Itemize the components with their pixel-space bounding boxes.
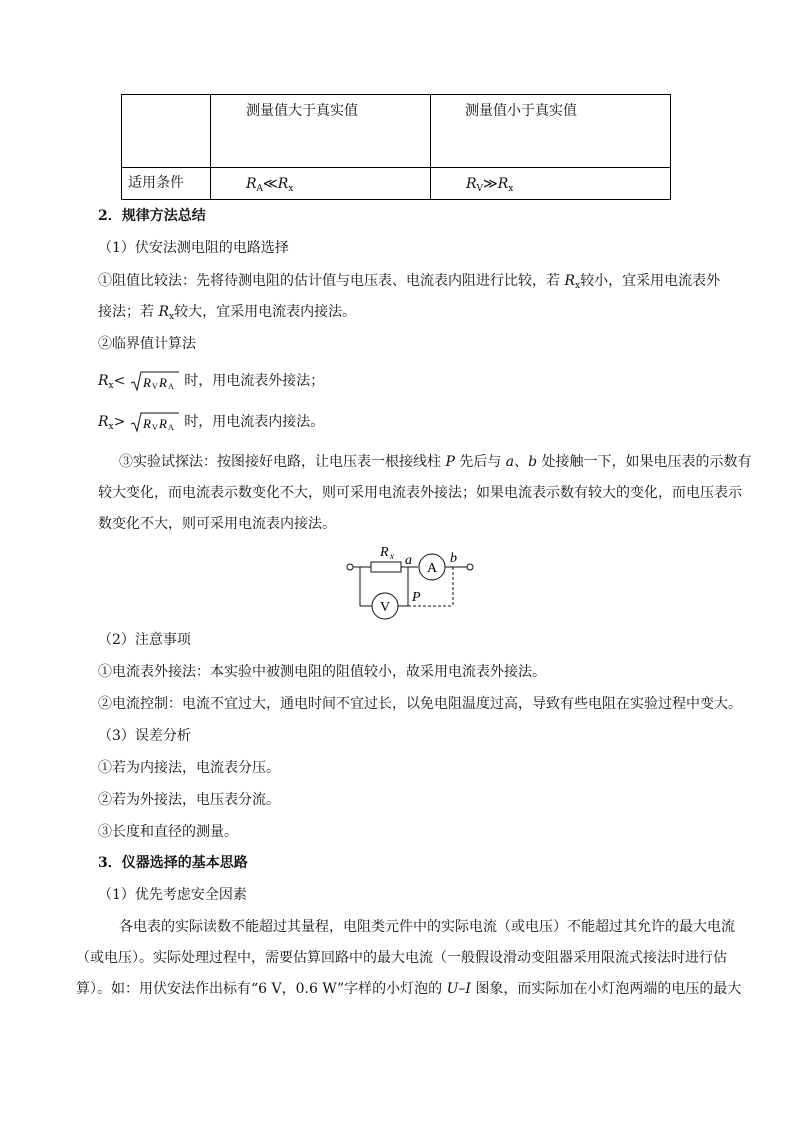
svg-text:R: R [142,416,151,431]
paragraph-resistance-compare-cont: 接法；若 $R_x$较大，宜采用电流表内接法。 [98,304,357,322]
paragraph-trial-method-end: 数变化不大，则可采用电流表内接法。 [98,516,336,532]
rx-subscript: x [390,551,394,561]
subsection-circuit-selection: （1）伏安法测电阻的电路选择 [98,240,289,256]
sqrt-icon [130,411,180,433]
svg-text:R: R [142,375,151,390]
svg-text:R: R [158,375,167,390]
paragraph-trial-method: ③实验试探法：按图接好电路，让电压表一根接线柱 P 先后与 a、b 处接触一下，如果电压表的示数有 [119,454,752,470]
subsection-safety: （1）优先考虑安全因素 [98,887,247,903]
subsection-error-analysis: （3）误差分析 [98,728,191,744]
ammeter-label: A [427,561,438,576]
note-item: ②电流控制：电流不宜过大，通电时间不宜过长，以免电阻温度过高，导致有些电阻在实验过程中变大。 [98,696,742,712]
voltmeter-label: V [380,600,391,615]
node-a-label: a [405,553,412,568]
table-header-inner: 测量值小于真实值 [465,103,577,119]
comparison-table [121,94,671,200]
paragraph-trial-method-cont: 较大变化，而电流表示数变化不大，则可采用电流表外接法；如果电流表示数有较大的变化，而电压表示 [98,485,742,501]
table-divider [122,167,670,168]
table-divider [430,95,431,199]
terminal-left [347,564,353,570]
svg-text:A: A [167,423,174,432]
table-header-outer: 测量值大于真实值 [246,103,358,119]
error-item: ①若为内接法，电流表分压。 [98,760,280,776]
paragraph-safety-end: 算）。如：用伏安法作出标有“6 V，0.6 W”字样的小灯泡的 U–I 图象，而实际加在小灯泡两端的电压的最大 [76,981,742,997]
table-row-label: 适用条件 [128,175,184,191]
formula-outer-condition: $R_x<$ R V R A 时，用电流表外接法； [98,370,324,392]
paragraph-safety-cont: （或电压）。实际处理过程中，需要估算回路中的最大电流（一般假设滑动变阻器采用限流式接法时进行估 [76,950,727,966]
terminal-right [467,564,473,570]
section-2-title: 2．规律方法总结 [98,208,206,224]
resistor-rx [371,562,401,572]
table-divider [210,95,211,199]
error-item: ③长度和直径的测量。 [98,824,238,840]
svg-text:A: A [167,382,174,391]
subsection-critical-value: ②临界值计算法 [98,336,196,352]
formula-inner-condition: $R_x>$ R V R A 时，用电流表内接法。 [98,411,324,433]
table-cell-outer-condition: $R_A≪R_x$ [246,176,294,194]
note-item: ①电流表外接法：本实验中被测电阻的阻值较小，故采用电流表外接法。 [98,664,546,680]
error-item: ②若为外接法，电压表分流。 [98,792,280,808]
paragraph-safety: 各电表的实际读数不能超过其量程，电阻类元件中的实际电流（或电压）不能超过其允许的最大电流 [119,919,735,935]
paragraph-resistance-compare: ①阻值比较法：先将待测电阻的估计值与电压表、电流表内阻进行比较，若 $R_x$较小，宜采用电流表外 [98,273,721,291]
sqrt-icon [130,370,180,392]
table-cell-inner-condition: $R_V≫R_x$ [466,176,514,194]
svg-text:V: V [151,423,158,432]
svg-text:V: V [151,382,158,391]
svg-text:R: R [158,416,167,431]
section-3-title: 3．仪器选择的基本思路 [98,855,248,871]
circuit-diagram [340,540,480,625]
node-b-label: b [450,551,457,566]
rx-label: R [380,545,389,560]
subsection-notes: （2）注意事项 [98,632,191,648]
probe-p-label: P [412,590,421,605]
